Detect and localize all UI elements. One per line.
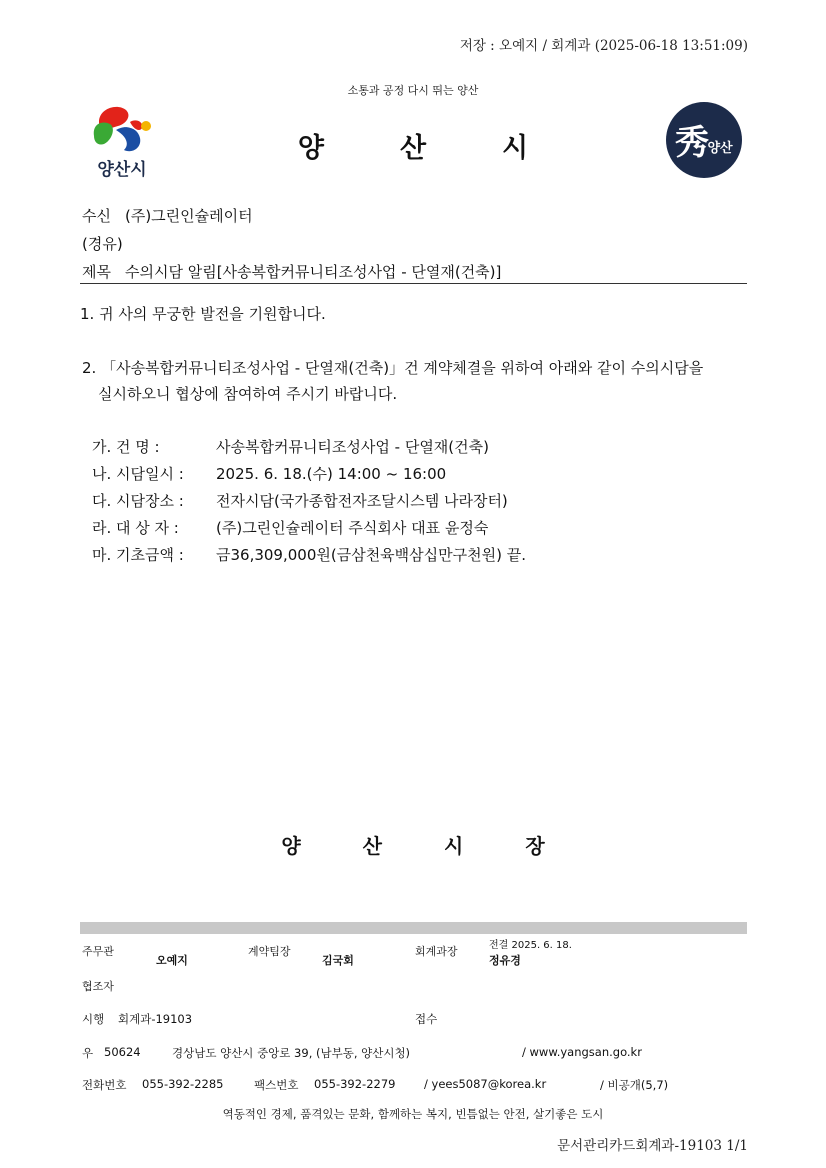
cooperator-label: 협조자 (82, 980, 114, 993)
svg-text:秀: 秀 (675, 123, 709, 163)
list-item: 가. 건 명 : 사송복합커뮤니티조성사업 - 단열재(건축) (92, 438, 489, 456)
drafter-name: 오예지 (156, 954, 188, 967)
city-motto: 역동적인 경제, 품격있는 문화, 함께하는 복지, 빈틈없는 안전, 살기좋은 도시 (222, 1107, 604, 1121)
phone: 055-392-2285 (142, 1077, 224, 1091)
logo-left-text: 양산시 (97, 160, 147, 180)
paragraph-2-line-1: 2. 「사송복합커뮤니티조성사업 - 단열재(건축)」건 계약체결을 위하여 아래와 같이 수의시담을 (82, 359, 704, 377)
mid-approver-name: 김국회 (322, 954, 354, 967)
disclosure: / 비공개(5,7) (600, 1078, 669, 1092)
list-item: 나. 시담일시 : 2025. 6. 18.(수) 14:00 ~ 16:00 (92, 465, 447, 483)
saved-note: 저장 : 오예지 / 회계과 (2025-06-18 13:51:09) (459, 38, 748, 54)
recipient: (주)그린인슐레이터 (124, 207, 253, 225)
header-divider (80, 283, 747, 284)
list-item: 라. 대 상 자 : (주)그린인슐레이터 주식회사 대표 윤정숙 (92, 519, 489, 537)
approver-name: 정유경 (489, 954, 521, 967)
mid-approver-title: 계약팀장 (248, 945, 291, 958)
signature-title: 양 산 시 장 (281, 834, 545, 858)
address: 경상남도 양산시 중앙로 39, (남부동, 양산시청) (172, 1046, 411, 1060)
postal-label: 우 (82, 1046, 94, 1060)
page-title: 양 산 시 (297, 133, 529, 164)
paragraph-1: 1. 귀 사의 무궁한 발전을 기원합니다. (80, 305, 326, 323)
page-info: 문서관리카드회계과-19103 1/1 (557, 1138, 748, 1154)
postal-code: 50624 (104, 1045, 141, 1059)
list-item: 마. 기초금액 : 금36,309,000원(금삼천육백삼십만구천원) 끝. (92, 546, 526, 564)
yangsan-brand-emblem (662, 100, 746, 180)
subject-label: 제목 (82, 263, 111, 281)
receipt-label: 접수 (415, 1012, 438, 1026)
paragraph-2-line-2: 실시하오니 협상에 참여하여 주시기 바랍니다. (98, 385, 398, 403)
drafter-title: 주무관 (82, 945, 114, 958)
approver-title: 회계과장 (415, 945, 458, 958)
fax-label: 팩스번호 (254, 1078, 299, 1092)
list-item: 다. 시담장소 : 전자시담(국가종합전자조달시스템 나라장터) (92, 492, 508, 510)
via-line: (경유) (82, 235, 123, 253)
approval-note: 전결 2025. 6. 18. (489, 940, 572, 951)
enforce-value: 회계과-19103 (118, 1012, 193, 1026)
slogan: 소통과 공정 다시 뛰는 양산 (347, 84, 479, 97)
recipient-line (82, 205, 253, 226)
recipient-label: 수신 (82, 207, 111, 225)
subject: 수의시담 알림[사송복합커뮤니티조성사업 - 단열재(건축)] (124, 263, 502, 281)
phone-label: 전화번호 (82, 1078, 127, 1092)
logo-right-text: 양산 (707, 141, 733, 156)
fax: 055-392-2279 (314, 1077, 396, 1091)
email[interactable]: / yees5087@korea.kr (424, 1077, 547, 1091)
website[interactable]: / www.yangsan.go.kr (522, 1045, 642, 1059)
enforce-label: 시행 (82, 1012, 105, 1026)
subject-line (82, 261, 501, 282)
footer-band (80, 922, 747, 934)
